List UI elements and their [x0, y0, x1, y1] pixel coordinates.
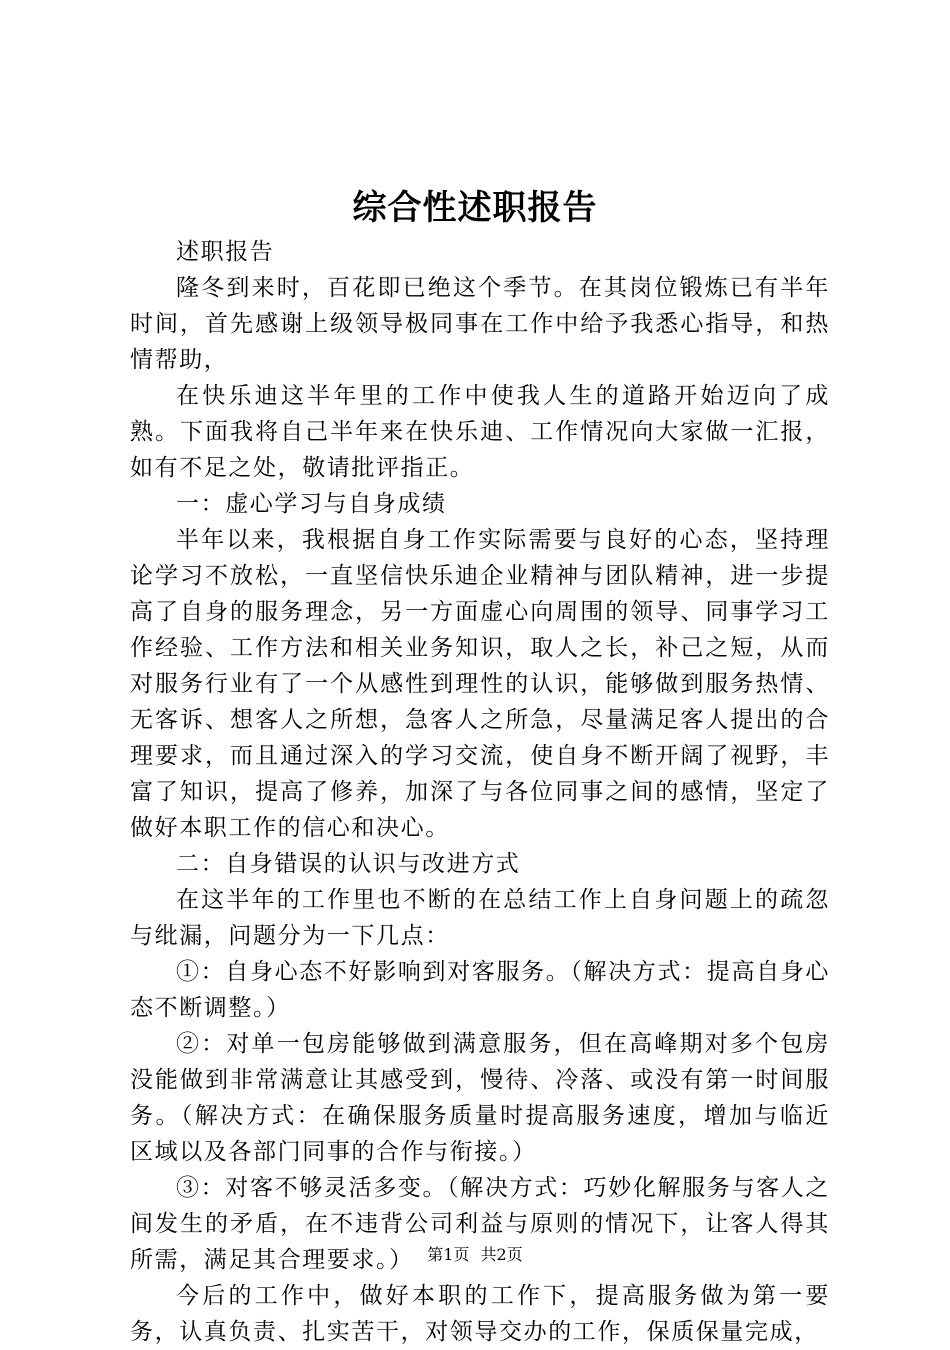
list-item: ③：对客不够灵活多变。（解决方式：巧妙化解服务与客人之间发生的矛盾，在不违背公司利益与原则的情况下，让客人得其所需，满足其合理要求。） [130, 1175, 830, 1273]
paragraph: 在这半年的工作里也不断的在总结工作上自身问题上的疏忽与纰漏，问题分为一下几点： [130, 887, 830, 949]
section-heading: 二：自身错误的认识与改进方式 [176, 851, 521, 877]
page-footer [0, 1243, 950, 1267]
page-number: 第1页 [427, 1245, 470, 1264]
page-total: 共2页 [480, 1245, 523, 1264]
paragraph: 今后的工作中，做好本职的工作下，提高服务做为第一要务，认真负责、扎实苦干，对领导交办的工作，保质保量完成， [130, 1283, 830, 1345]
section-heading: 一：虚心学习与自身成绩 [176, 491, 447, 517]
paragraph: 隆冬到来时，百花即已绝这个季节。在其岗位锻炼已有半年时间，首先感谢上级领导极同事在工作中给予我悉心指导，和热情帮助， [130, 275, 830, 373]
document-title: 综合性述职报告 [352, 188, 598, 228]
document-body [130, 234, 830, 1350]
list-item: ①：自身心态不好影响到对客服务。（解决方式：提高自身心态不断调整。） [130, 959, 830, 1021]
list-item: ②：对单一包房能够做到满意服务，但在高峰期对多个包房没能做到非常满意让其感受到，慢待、冷落、或没有第一时间服务。（解决方式：在确保服务质量时提高服务速度，增加与临近区域以及各部门同事的合作与衔接。） [130, 1031, 830, 1165]
paragraph: 半年以来，我根据自身工作实际需要与良好的心态，坚持理论学习不放松，一直坚信快乐迪企业精神与团队精神，进一步提高了自身的服务理念，另一方面虚心向周围的领导、同事学习工作经验、工作方法和相关业务知识，取人之长，补己之短，从而对服务行业有了一个从感性到理性的认识，能够做到服务热情、无客诉、想客人之所想，急客人之所急，尽量满足客人提出的合理要求，而且通过深入的学习交流，使自身不断开阔了视野，丰富了知识，提高了修养，加深了与各位同事之间的感情，坚定了做好本职工作的信心和决心。 [130, 527, 830, 841]
paragraph: 述职报告 [176, 239, 275, 265]
paragraph: 在快乐迪这半年里的工作中使我人生的道路开始迈向了成熟。下面我将自己半年来在快乐迪、工作情况向大家做一汇报，如有不足之处，敬请批评指正。 [130, 383, 830, 481]
